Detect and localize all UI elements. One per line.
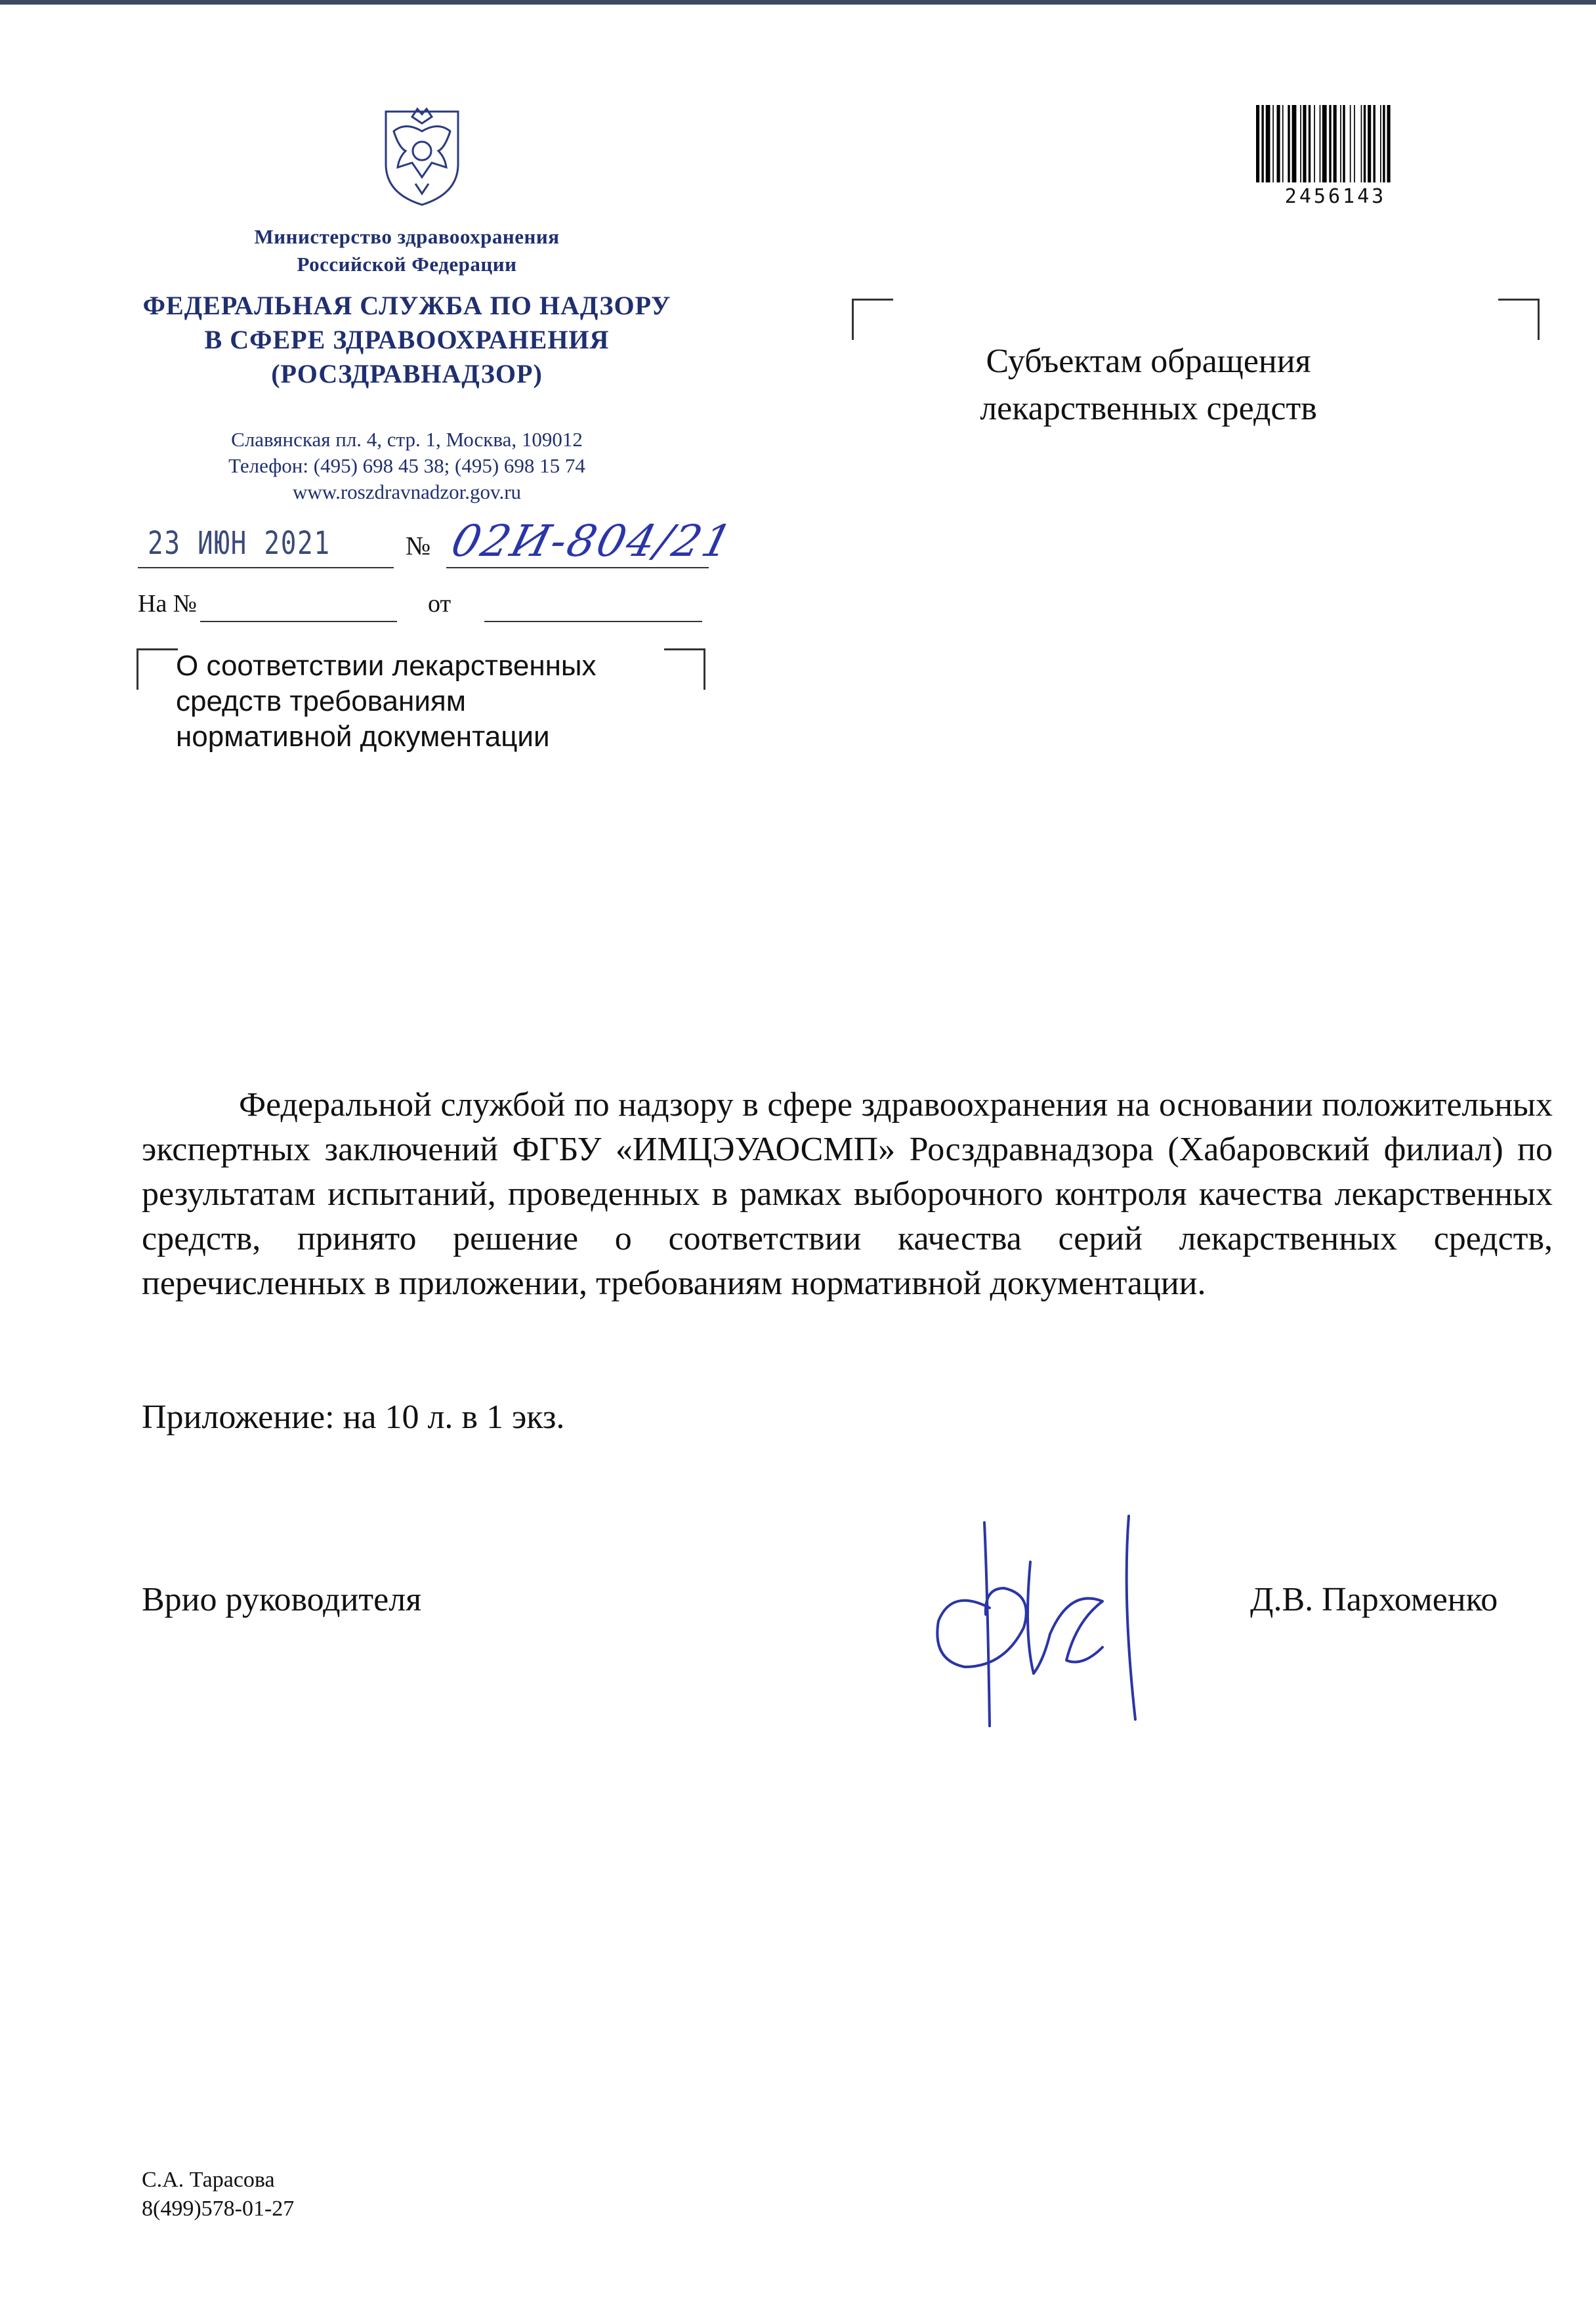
reference-number-line: [200, 592, 397, 622]
recipient-bracket-right: [1498, 299, 1540, 340]
recipient: [919, 338, 1378, 432]
subject-bracket-left: [136, 648, 178, 690]
subject-line-3: нормативной документации: [176, 721, 550, 753]
recipient-line-2: лекарственных средств: [980, 390, 1317, 427]
signatory-title: Врио руководителя: [142, 1581, 422, 1618]
service-line-2: В СФЕРЕ ЗДРАВООХРАНЕНИЯ: [204, 325, 610, 354]
recipient-line-1: Субъектам обращения: [986, 343, 1311, 380]
subject-bracket-right: [664, 648, 705, 690]
barcode: [1253, 105, 1418, 182]
service-line-3: (РОСЗДРАВНАДЗОР): [271, 359, 543, 389]
registration-number: 02И-804/21: [446, 516, 739, 566]
attachment-note: Приложение: на 10 л. в 1 экз.: [142, 1399, 565, 1436]
letter-body: [142, 1083, 1553, 1306]
coat-of-arms-icon: [360, 85, 484, 210]
service-name: [105, 289, 709, 391]
scan-top-edge: [0, 0, 1596, 5]
website: www.roszdravnadzor.gov.ru: [292, 480, 522, 503]
signatory-name: Д.В. Пархоменко: [1250, 1581, 1498, 1618]
letter-subject: [176, 648, 597, 755]
subject-line-1: О соответствии лекарственных: [176, 650, 597, 682]
ministry-line-1: Министерство здравоохранения: [254, 225, 560, 248]
body-paragraph: Федеральной службой по надзору в сфере здравоохранения на основании положительных экспертных заключений ФГБУ «ИМЦЭУАОСМП» Росздравнадзора (Хабаровский филиал) по результатам испытаний, проведенных в рамках выборочного контроля качества лекарственных средств, принято решение о соответствии качества серий лекарственных средств, перечисленных в приложении, требованиям нормативной документации.: [142, 1086, 1553, 1302]
barcode-number: 2456143: [1284, 185, 1387, 208]
ministry-line-2: Российской Федерации: [297, 253, 517, 276]
phone: Телефон: (495) 698 45 38; (495) 698 15 74: [228, 454, 585, 477]
executor-name: С.А. Тарасова: [142, 2168, 275, 2192]
subject-line-2: средств требованиям: [176, 685, 466, 717]
reference-date-label: от: [428, 590, 452, 618]
handwritten-signature: [912, 1503, 1162, 1739]
service-line-1: ФЕДЕРАЛЬНАЯ СЛУЖБА ПО НАДЗОРУ: [142, 291, 671, 320]
reference-date-line: [484, 592, 702, 622]
registration-date: 23 ИЮН 2021: [148, 525, 331, 562]
ministry-name: [105, 223, 709, 278]
address: Славянская пл. 4, стр. 1, Москва, 109012: [231, 428, 583, 451]
number-label: №: [406, 531, 431, 560]
executor-phone: 8(499)578-01-27: [142, 2197, 295, 2221]
reference-number-label: На №: [138, 590, 198, 618]
recipient-bracket-left: [852, 299, 893, 340]
contact-block: [105, 427, 709, 505]
